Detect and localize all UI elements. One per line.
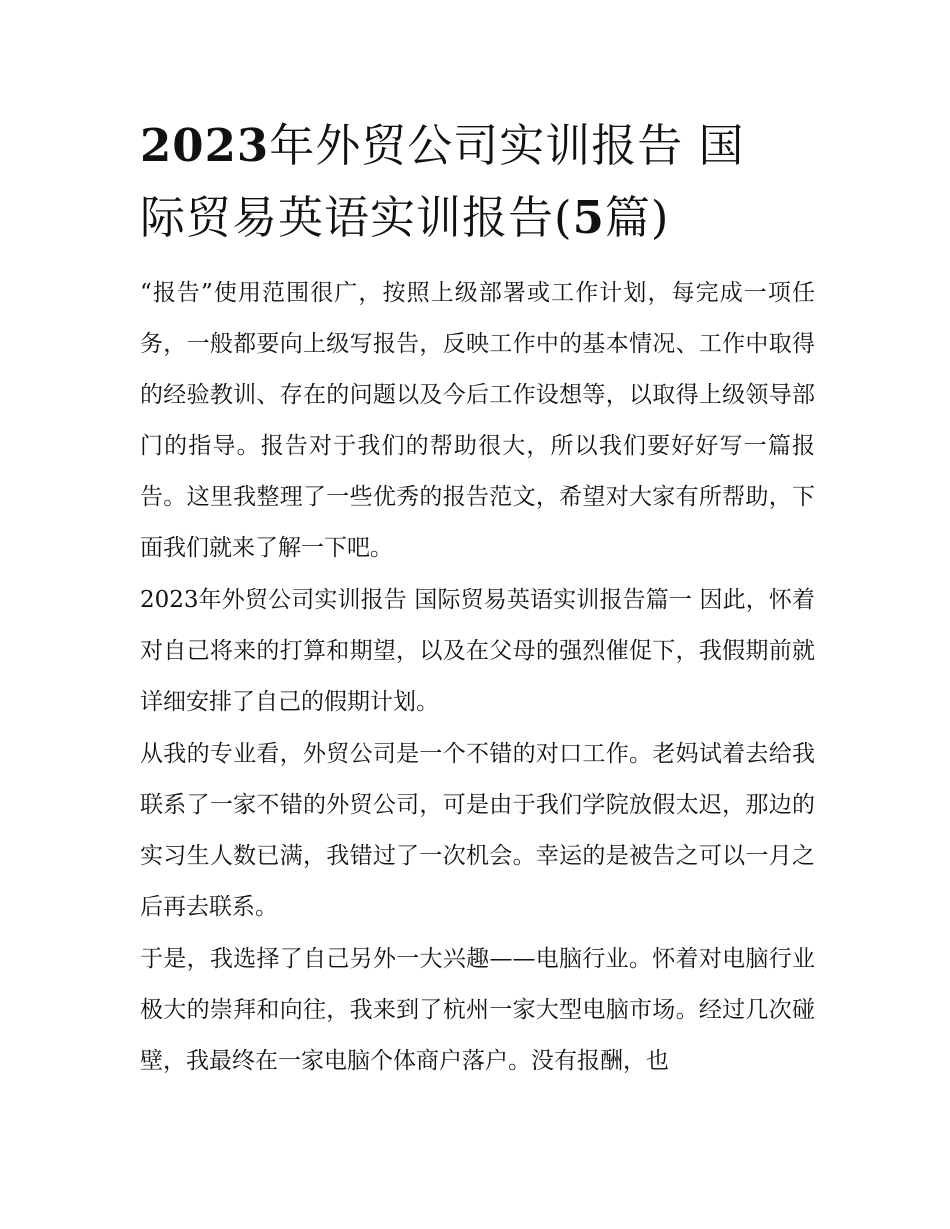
paragraph-intro: “报告”使用范围很广，按照上级部署或工作计划，每完成一项任务，一般都要向上级写报告，反映工作中的基本情况、工作中取得的经验教训、存在的问题以及今后工作设想等，以取得上级领导部门的指导。报告对于我们的帮助很大，所以我们要好好写一篇报告。这里我整理了一些优秀的报告范文，希望对大家有所帮助，下面我们就来了解一下吧。	[140, 280, 815, 561]
title-line2-suffix: 篇)	[604, 191, 670, 244]
document-title	[140, 110, 815, 254]
title-year: 2023	[140, 119, 270, 172]
paragraph-section-one: 2023年外贸公司实训报告 国际贸易英语实训报告篇一 因此，怀着对自己将来的打算和期望，以及在父母的强烈催促下，我假期前就详细安排了自己的假期计划。	[140, 587, 815, 715]
title-count: 5	[572, 191, 605, 244]
paragraph-computer: 于是，我选择了自己另外一大兴趣——电脑行业。怀着对电脑行业极大的崇拜和向往，我来到了杭州一家大型电脑市场。经过几次碰壁，我最终在一家电脑个体商户落户。没有报酬，也	[140, 946, 815, 1074]
paragraph-major: 从我的专业看，外贸公司是一个不错的对口工作。老妈试着去给我联系了一家不错的外贸公司，可是由于我们学院放假太迟，那边的实习生人数已满，我错过了一次机会。幸运的是被告之可以一月之后再去联系。	[140, 741, 815, 920]
title-line1-text: 年外贸公司实训报告 国	[269, 119, 745, 172]
title-line2-text: 际贸易英语实训报告(	[140, 191, 573, 244]
document-page	[140, 110, 815, 1087]
